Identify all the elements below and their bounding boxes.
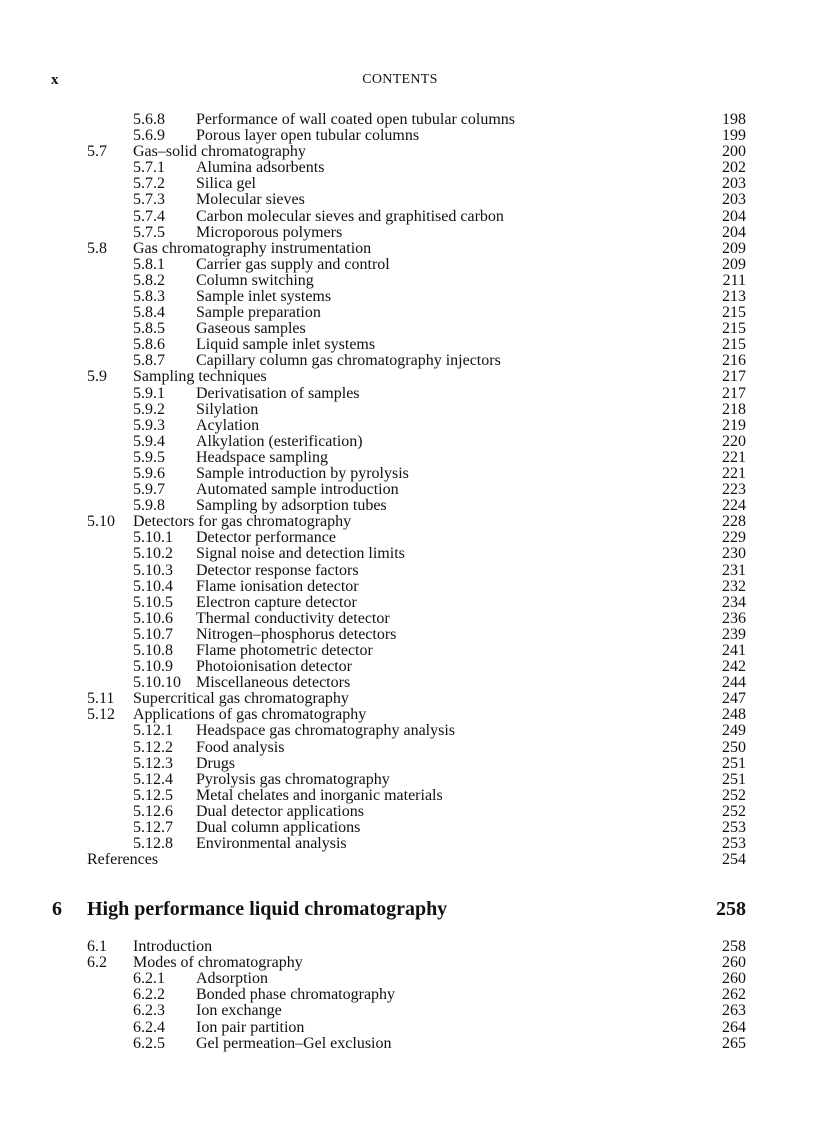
entry-number: 5.9.4	[133, 432, 165, 450]
entry-number: 5.12.4	[133, 770, 173, 788]
entry-title: Headspace gas chromatography analysis	[196, 722, 456, 740]
toc-entry[interactable]	[0, 836, 816, 852]
entry-title: Gaseous samples	[196, 320, 306, 338]
entry-page: 244	[722, 674, 746, 692]
entry-number: 5.12.1	[133, 722, 173, 740]
entry-number: 5.9.2	[133, 400, 165, 418]
entry-page: 247	[722, 690, 746, 708]
toc-entry[interactable]	[0, 209, 816, 225]
entry-number: 5.8.7	[133, 352, 165, 370]
entry-title: Thermal conductivity detector	[196, 609, 390, 627]
toc-entry[interactable]	[0, 723, 816, 739]
entry-title: Bonded phase chromatography	[196, 986, 396, 1004]
chapter-number: 6	[52, 898, 62, 920]
entry-title: Headspace sampling	[196, 448, 328, 466]
toc-entry[interactable]	[0, 289, 816, 305]
entry-number: 5.12.3	[133, 754, 173, 772]
entry-page: 209	[722, 255, 746, 273]
toc-entry[interactable]	[0, 466, 816, 482]
entry-page: 258	[722, 938, 746, 955]
toc-entry[interactable]	[0, 627, 816, 643]
toc-entry[interactable]	[0, 192, 816, 208]
toc-entry[interactable]	[0, 820, 816, 836]
entry-page: 198	[722, 111, 746, 128]
entry-title: Electron capture detector	[196, 593, 357, 611]
entry-title: References	[87, 851, 159, 869]
entry-number: 5.7.4	[133, 207, 165, 225]
entry-number: 6.2.4	[133, 1018, 165, 1036]
toc-entry[interactable]	[0, 402, 816, 418]
toc-entry[interactable]	[0, 772, 816, 788]
entry-title: Signal noise and detection limits	[196, 545, 405, 563]
entry-number: 5.12.2	[133, 738, 173, 756]
entry-page: 219	[722, 416, 746, 434]
entry-title: Liquid sample inlet systems	[196, 336, 376, 354]
entry-number: 5.12.5	[133, 786, 173, 804]
toc-entry[interactable]	[0, 176, 816, 192]
toc-entry[interactable]	[0, 225, 816, 241]
toc-entry[interactable]	[0, 482, 816, 498]
entry-title: Adsorption	[196, 970, 268, 988]
entry-page: 264	[722, 1018, 746, 1036]
entry-page: 239	[722, 625, 746, 643]
entry-page: 215	[722, 320, 746, 338]
entry-number: 5.6.9	[133, 127, 165, 145]
entry-page: 217	[722, 368, 746, 386]
entry-number: 5.9.1	[133, 384, 165, 402]
entry-title: Capillary column gas chromatography injectors	[196, 352, 501, 370]
entry-title: Photoionisation detector	[196, 658, 352, 676]
entry-title: Applications of gas chromatography	[133, 706, 367, 724]
toc-entry[interactable]	[0, 691, 816, 707]
entry-page: 204	[722, 207, 746, 225]
entry-title: Flame ionisation detector	[196, 577, 359, 595]
toc-entry[interactable]	[0, 756, 816, 772]
entry-number: 5.10.10	[133, 674, 181, 692]
entry-title: Food analysis	[196, 738, 285, 756]
entry-number: 5.7	[87, 143, 107, 161]
toc-entry[interactable]	[0, 939, 816, 955]
entry-page: 253	[722, 818, 746, 836]
toc-entry[interactable]	[0, 144, 816, 160]
entry-title: Detector response factors	[196, 561, 359, 579]
entry-number: 5.9.7	[133, 481, 165, 499]
entry-page: 221	[722, 464, 746, 482]
toc-entry[interactable]	[0, 1036, 816, 1052]
toc-entry[interactable]	[0, 369, 816, 385]
page-number: x	[51, 72, 59, 88]
entry-number: 6.1	[87, 938, 107, 955]
toc-entry[interactable]	[0, 418, 816, 434]
entry-title: Ion exchange	[196, 1002, 282, 1020]
toc-entry[interactable]	[0, 955, 816, 971]
entry-title: Pyrolysis gas chromatography	[196, 770, 390, 788]
toc-entry[interactable]	[0, 386, 816, 402]
toc-entry[interactable]	[0, 160, 816, 176]
toc-entry[interactable]	[0, 611, 816, 627]
toc-entry[interactable]	[0, 257, 816, 273]
entry-title: Sampling by adsorption tubes	[196, 497, 387, 515]
entry-number: 5.10.8	[133, 641, 173, 659]
entry-number: 6.2.2	[133, 986, 165, 1004]
entry-page: 252	[722, 802, 746, 820]
entry-title: Metal chelates and inorganic materials	[196, 786, 443, 804]
entry-number: 6.2	[87, 954, 107, 972]
entry-page: 211	[722, 271, 746, 289]
entry-title: Dual detector applications	[196, 802, 364, 820]
toc-entry[interactable]	[0, 579, 816, 595]
entry-title: Porous layer open tubular columns	[196, 127, 420, 145]
entry-number: 5.8.1	[133, 255, 165, 273]
entry-title: Drugs	[196, 754, 236, 772]
toc-entry[interactable]	[0, 321, 816, 337]
entry-title: Supercritical gas chromatography	[133, 690, 349, 708]
toc-entry[interactable]	[0, 595, 816, 611]
entry-number: 5.7.2	[133, 175, 165, 193]
entry-number: 5.8.4	[133, 304, 165, 322]
entry-number: 5.6.8	[133, 111, 165, 128]
entry-page: 221	[722, 448, 746, 466]
entry-title: Gas chromatography instrumentation	[133, 239, 372, 257]
toc-entry[interactable]	[0, 434, 816, 450]
toc-entry[interactable]	[0, 987, 816, 1003]
entry-number: 6.2.3	[133, 1002, 165, 1020]
entry-page: 254	[722, 851, 746, 869]
entry-page: 218	[722, 400, 746, 418]
entry-number: 5.10.7	[133, 625, 173, 643]
entry-title: Introduction	[133, 938, 213, 955]
entry-page: 224	[722, 497, 746, 515]
entry-page: 223	[722, 481, 746, 499]
entry-number: 6.2.1	[133, 970, 165, 988]
entry-page: 203	[722, 191, 746, 209]
entry-number: 5.10.9	[133, 658, 173, 676]
toc-entry[interactable]	[0, 514, 816, 530]
entry-page: 215	[722, 336, 746, 354]
entry-page: 252	[722, 786, 746, 804]
entry-number: 5.12.6	[133, 802, 173, 820]
entry-title: Ion pair partition	[196, 1018, 305, 1036]
entry-number: 5.10.1	[133, 529, 173, 547]
entry-page: 209	[722, 239, 746, 257]
entry-page: 248	[722, 706, 746, 724]
entry-title: Automated sample introduction	[196, 481, 399, 499]
entry-title: Sample inlet systems	[196, 287, 332, 305]
entry-page: 253	[722, 835, 746, 853]
entry-number: 5.7.3	[133, 191, 165, 209]
entry-number: 5.12.8	[133, 835, 173, 853]
entry-page: 251	[722, 754, 746, 772]
entry-page: 200	[722, 143, 746, 161]
entry-page: 216	[722, 352, 746, 370]
entry-number: 5.10.3	[133, 561, 173, 579]
entry-page: 242	[722, 658, 746, 676]
entry-page: 249	[722, 722, 746, 740]
toc-entry[interactable]	[0, 788, 816, 804]
entry-page: 202	[722, 159, 746, 177]
running-header: CONTENTS	[362, 72, 438, 87]
entry-title: Performance of wall coated open tubular columns	[196, 111, 515, 128]
entry-title: Microporous polymers	[196, 223, 343, 241]
toc-entry[interactable]	[0, 675, 816, 691]
entry-title: Flame photometric detector	[196, 641, 373, 659]
entry-title: Gas–solid chromatography	[133, 143, 306, 161]
entry-title: Miscellaneous detectors	[196, 674, 351, 692]
entry-number: 5.8	[87, 239, 107, 257]
entry-page: 199	[722, 127, 746, 145]
entry-title: Silylation	[196, 400, 259, 418]
entry-title: Column switching	[196, 271, 314, 289]
toc-entry[interactable]	[0, 273, 816, 289]
entry-title: Modes of chromatography	[133, 954, 303, 972]
entry-page: 236	[722, 609, 746, 627]
entry-number: 5.10.2	[133, 545, 173, 563]
toc-entry[interactable]	[0, 128, 816, 144]
toc-entry[interactable]	[0, 305, 816, 321]
entry-title: Sample introduction by pyrolysis	[196, 464, 409, 482]
entry-page: 260	[722, 954, 746, 972]
entry-title: Molecular sieves	[196, 191, 305, 209]
toc-entry[interactable]	[0, 1020, 816, 1036]
entry-title: Nitrogen–phosphorus detectors	[196, 625, 397, 643]
entry-title: Gel permeation–Gel exclusion	[196, 1034, 392, 1052]
entry-page: 228	[722, 513, 746, 531]
entry-page: 203	[722, 175, 746, 193]
entry-title: Carbon molecular sieves and graphitised carbon	[196, 207, 504, 225]
toc-entry[interactable]	[0, 546, 816, 562]
toc-entry[interactable]	[0, 563, 816, 579]
entry-page: 217	[722, 384, 746, 402]
entry-page: 215	[722, 304, 746, 322]
entry-page: 229	[722, 529, 746, 547]
entry-page: 220	[722, 432, 746, 450]
toc-entry[interactable]	[0, 337, 816, 353]
chapter-page: 258	[716, 898, 746, 920]
entry-title: Alumina adsorbents	[196, 159, 325, 177]
entry-title: Detector performance	[196, 529, 336, 547]
entry-title: Detectors for gas chromatography	[133, 513, 352, 531]
entry-number: 5.7.1	[133, 159, 165, 177]
entry-title: Dual column applications	[196, 818, 361, 836]
toc-chapter-heading[interactable]	[0, 897, 816, 921]
entry-title: Environmental analysis	[196, 835, 347, 853]
entry-title: Silica gel	[196, 175, 256, 193]
entry-number: 5.12	[87, 706, 115, 724]
entry-page: 234	[722, 593, 746, 611]
entry-page: 241	[722, 641, 746, 659]
entry-number: 5.10.5	[133, 593, 173, 611]
chapter-title: High performance liquid chromatography	[87, 898, 448, 920]
entry-number: 5.12.7	[133, 818, 173, 836]
entry-number: 5.8.6	[133, 336, 165, 354]
entry-number: 5.8.2	[133, 271, 165, 289]
entry-number: 5.7.5	[133, 223, 165, 241]
toc-entry[interactable]	[0, 530, 816, 546]
entry-page: 262	[722, 986, 746, 1004]
entry-number: 5.11	[87, 690, 115, 708]
entry-page: 204	[722, 223, 746, 241]
entry-number: 5.10.6	[133, 609, 173, 627]
entry-number: 6.2.5	[133, 1034, 165, 1052]
entry-title: Sampling techniques	[133, 368, 267, 386]
toc-entry[interactable]	[0, 740, 816, 756]
toc-entry[interactable]	[0, 659, 816, 675]
entry-page: 232	[722, 577, 746, 595]
toc-entry[interactable]	[0, 450, 816, 466]
entry-page: 231	[722, 561, 746, 579]
entry-number: 5.9.6	[133, 464, 165, 482]
entry-title: Carrier gas supply and control	[196, 255, 390, 273]
entry-title: Alkylation (esterification)	[196, 432, 363, 450]
toc-entry[interactable]	[0, 353, 816, 369]
entry-number: 5.9.3	[133, 416, 165, 434]
entry-number: 5.9	[87, 368, 107, 386]
entry-page: 230	[722, 545, 746, 563]
entry-title: Derivatisation of samples	[196, 384, 360, 402]
entry-number: 5.10	[87, 513, 115, 531]
toc-entry[interactable]	[0, 1003, 816, 1019]
entry-page: 265	[722, 1034, 746, 1052]
toc-entry[interactable]	[0, 707, 816, 723]
entry-page: 260	[722, 970, 746, 988]
entry-number: 5.10.4	[133, 577, 173, 595]
toc-entry[interactable]	[0, 643, 816, 659]
entry-page: 213	[722, 287, 746, 305]
toc-entry[interactable]	[0, 112, 816, 128]
entry-title: Acylation	[196, 416, 260, 434]
entry-number: 5.9.8	[133, 497, 165, 515]
entry-page: 263	[722, 1002, 746, 1020]
entry-title: Sample preparation	[196, 304, 321, 322]
entry-number: 5.9.5	[133, 448, 165, 466]
toc-entry[interactable]	[0, 498, 816, 514]
entry-number: 5.8.5	[133, 320, 165, 338]
toc-entry[interactable]	[0, 971, 816, 987]
entry-page: 251	[722, 770, 746, 788]
entry-number: 5.8.3	[133, 287, 165, 305]
toc-entry[interactable]	[0, 852, 816, 868]
toc-entry[interactable]	[0, 804, 816, 820]
toc-entry[interactable]	[0, 241, 816, 257]
entry-page: 250	[722, 738, 746, 756]
